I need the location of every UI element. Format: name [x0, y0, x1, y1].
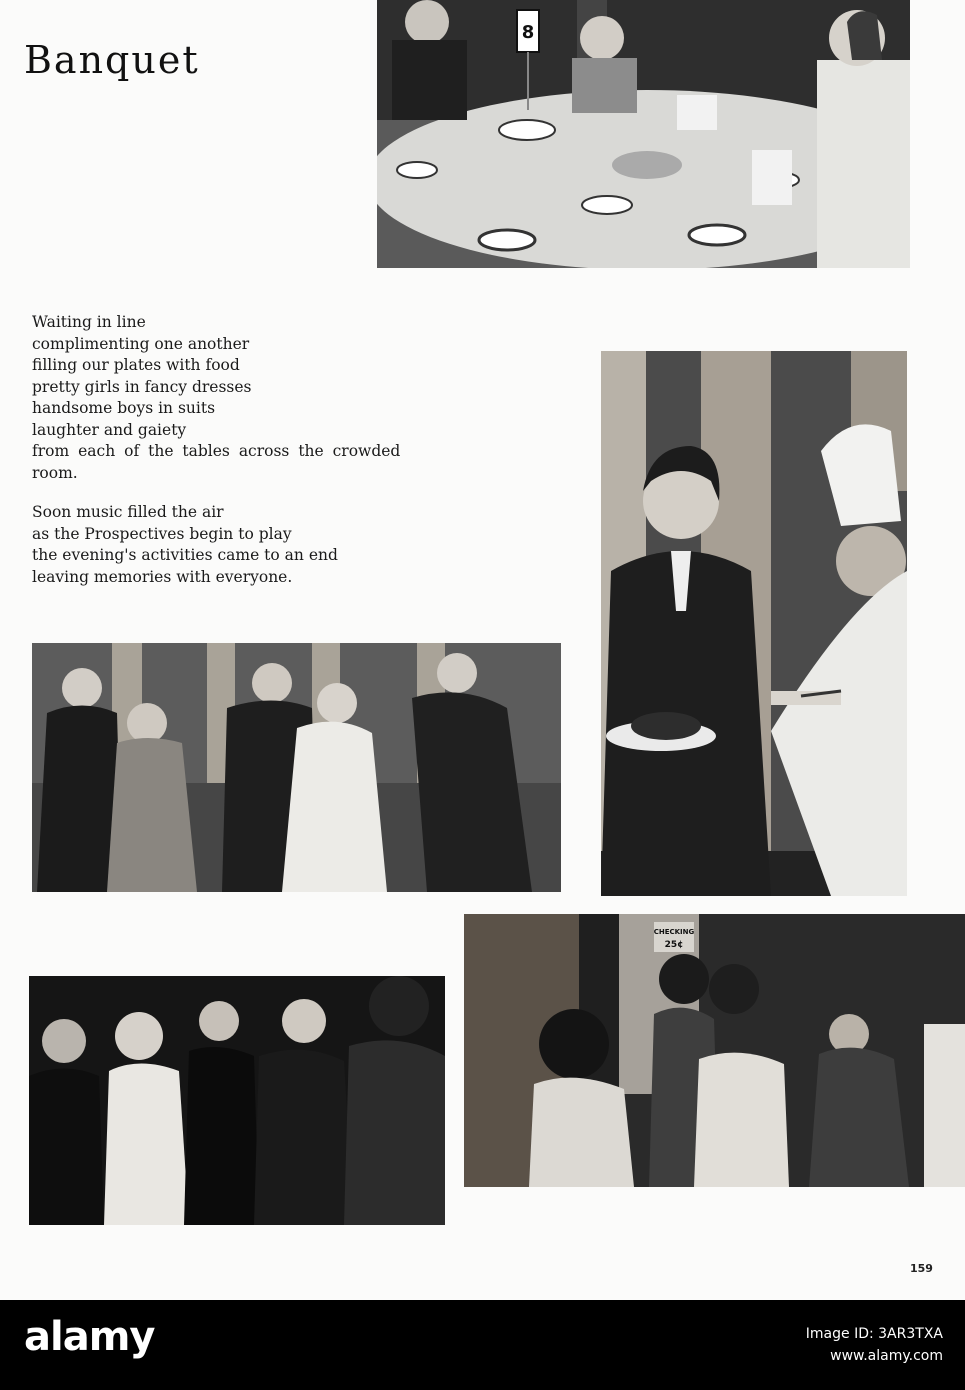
poem-line: from each of the tables across the crowded — [32, 442, 401, 460]
photo-banquet-table — [377, 0, 910, 268]
watermark-banner — [0, 1300, 965, 1390]
poem-line: complimenting one another — [32, 334, 250, 353]
poem-line: Soon music filled the air — [32, 503, 224, 521]
photo-guests-group — [29, 976, 445, 1225]
poem-line: pretty girls in fancy dresses — [32, 377, 252, 396]
photo-chef-carving-image — [601, 351, 907, 896]
photo-couples-mingling — [32, 643, 561, 892]
poem-line: laughter and gaiety — [32, 420, 187, 439]
checking-sign-label: CHECKING — [653, 928, 695, 936]
table-number-card: 8 — [521, 22, 535, 43]
poem-line: handsome boys in suits — [32, 399, 216, 417]
photo-coat-check-line-image — [464, 914, 965, 1187]
image-id-label: Image ID: 3AR3TXA — [805, 1326, 943, 1342]
poem-line: Waiting in line — [32, 313, 146, 331]
photo-coat-check-line — [464, 914, 965, 1187]
brand-logo: alamy — [24, 1314, 155, 1360]
poem-line: the evening's activities came to an end — [32, 546, 338, 564]
poem-line: room. — [32, 463, 78, 482]
photo-couples-mingling-image — [32, 643, 561, 892]
photo-guests-group-image — [29, 976, 445, 1225]
site-url: www.alamy.com — [830, 1348, 943, 1364]
poem-text — [32, 312, 472, 588]
poem-line: leaving memories with everyone. — [32, 567, 293, 586]
poem-line: as the Prospectives begin to play — [32, 524, 292, 543]
poem-line: filling our plates with food — [32, 356, 240, 374]
page-number: 159 — [910, 1262, 933, 1275]
page-title: Banquet — [24, 38, 200, 82]
checking-sign-price: 25¢ — [664, 940, 684, 950]
photo-banquet-table-image — [377, 0, 910, 268]
photo-chef-carving — [601, 351, 907, 896]
